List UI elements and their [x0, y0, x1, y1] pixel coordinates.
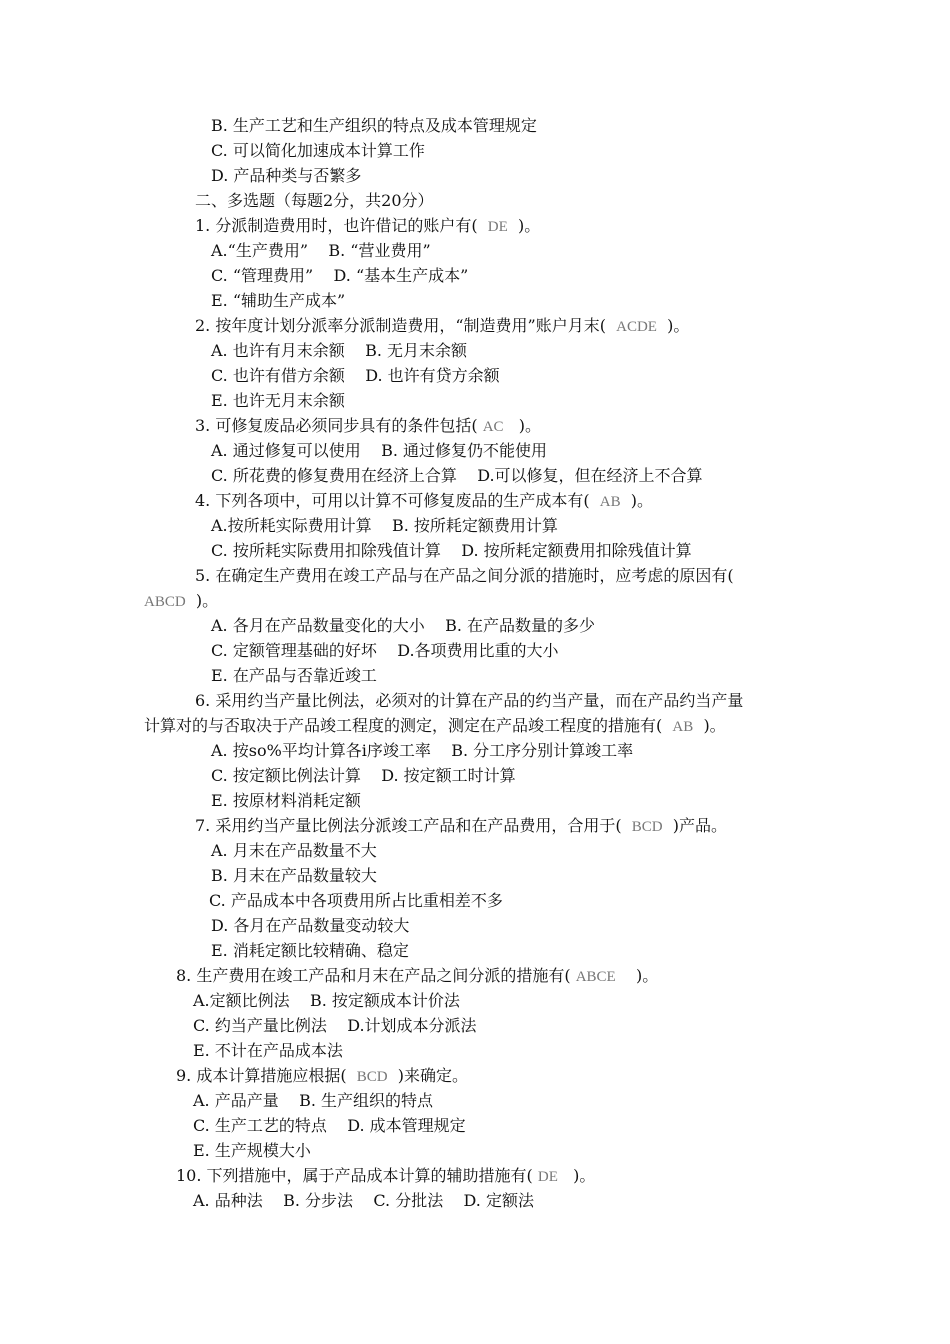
text-line: [211, 241, 431, 261]
answer-text: BCD: [631, 819, 663, 835]
line-text: 计算对的与否取决于产品竣工程度的测定，测定在产品竣工程度的措施有(: [144, 716, 673, 735]
text-line: [211, 766, 516, 786]
line-text: A. 通过修复可以使用 B. 通过修复仍不能使用: [211, 441, 548, 460]
text-line: [211, 166, 361, 186]
line-text: A. 也许有月末余额 B. 无月末余额: [211, 341, 468, 360]
text-line: [211, 116, 537, 136]
text-line: [211, 441, 547, 461]
line-text: C. 所花费的修复费用在经济上合算 D.可以修复，但在经济上不合算: [211, 466, 703, 485]
line-text-tail: )产品。: [662, 816, 728, 835]
text-line: [195, 416, 541, 436]
line-text: A. 品种法 B. 分步法 C. 分批法 D. 定额法: [193, 1191, 534, 1210]
line-text: A. 各月在产品数量变化的大小 B. 在产品数量的多少: [211, 616, 596, 635]
line-text-tail: )。: [615, 966, 659, 985]
text-line: [144, 716, 726, 736]
answer-text: BCD: [356, 1069, 388, 1085]
text-line: [211, 366, 500, 386]
text-line: [211, 791, 361, 811]
line-text: E. 在产品与否靠近竣工: [211, 666, 377, 685]
line-text: 8. 生产费用在竣工产品和月末在产品之间分派的措施有(: [176, 966, 576, 985]
text-line: [193, 1141, 311, 1161]
text-line: [195, 491, 653, 511]
text-line: [195, 216, 540, 236]
text-line: [211, 741, 633, 761]
text-line: [211, 616, 595, 636]
answer-text: AC: [482, 419, 504, 435]
line-text: 2. 按年度计划分派率分派制造费用，“制造费用”账户月末(: [195, 316, 617, 335]
text-line: [195, 316, 689, 336]
line-text: C. 生产工艺的特点 D. 成本管理规定: [193, 1116, 466, 1135]
line-text: E. 不计在产品成本法: [193, 1041, 343, 1060]
line-text-tail: )。: [507, 216, 541, 235]
line-text: E. 消耗定额比较精确、稳定: [211, 941, 409, 960]
text-line: [193, 1016, 477, 1036]
line-text: C. 约当产量比例法 D.计划成本分派法: [193, 1016, 477, 1035]
line-text: C. 也许有借方余额 D. 也许有贷方余额: [211, 366, 500, 385]
text-line: [193, 1191, 534, 1211]
text-line: [211, 141, 425, 161]
line-text: B. 生产工艺和生产组织的特点及成本管理规定: [211, 116, 537, 135]
answer-text: ABCE: [575, 969, 616, 985]
text-line: [211, 641, 559, 661]
text-line: [195, 566, 734, 586]
line-text: 6. 采用约当产量比例法，必须对的计算在产品的约当产量，而在产品约当产量: [195, 691, 744, 710]
text-line: [211, 866, 377, 886]
answer-text: DE: [537, 1169, 558, 1185]
text-line: [193, 1041, 343, 1061]
text-line: [195, 191, 434, 211]
answer-text: ABCD: [144, 594, 186, 610]
line-text: C. “管理费用” D. “基本生产成本”: [211, 266, 469, 285]
line-text: D. 各月在产品数量变动较大: [211, 916, 410, 935]
text-line: [211, 541, 692, 561]
line-text-tail: )。: [656, 316, 690, 335]
line-text: C. 定额管理基础的好坏 D.各项费用比重的大小: [211, 641, 559, 660]
line-text: A. 按so%平均计算各i序竣工率 B. 分工序分别计算竣工率: [211, 741, 634, 760]
line-text: 1. 分派制造费用时，也许借记的账户有(: [195, 216, 488, 235]
text-line: [211, 466, 703, 486]
line-text: B. 月末在产品数量较大: [211, 866, 377, 885]
line-text: E. “辅助生产成本”: [211, 291, 346, 310]
line-text: 9. 成本计算措施应根据(: [176, 1066, 357, 1085]
text-line: [193, 1091, 433, 1111]
line-text: E. 按原材料消耗定额: [211, 791, 361, 810]
text-line: [193, 991, 460, 1011]
line-text-tail: )来确定。: [387, 1066, 469, 1085]
line-text: E. 生产规模大小: [193, 1141, 311, 1160]
line-text: A.按所耗实际费用计算 B. 按所耗定额费用计算: [211, 516, 558, 535]
line-text: C. 产品成本中各项费用所占比重相差不多: [209, 891, 503, 910]
line-text-tail: )。: [557, 1166, 596, 1185]
line-text: E. 也许无月末余额: [211, 391, 345, 410]
text-line: [211, 941, 409, 961]
text-line: [209, 891, 503, 911]
text-line: [211, 266, 468, 286]
line-text: 4. 下列各项中，可用以计算不可修复废品的生产成本有(: [195, 491, 600, 510]
answer-text: AB: [672, 719, 694, 735]
line-text-tail: )。: [503, 416, 542, 435]
text-line: [211, 841, 377, 861]
text-line: [176, 966, 658, 986]
line-text-tail: )。: [693, 716, 726, 735]
line-text: 3. 可修复废品必须同步具有的条件包括(: [195, 416, 483, 435]
text-line: [176, 1066, 468, 1086]
answer-text: DE: [487, 219, 508, 235]
text-line: [193, 1116, 466, 1136]
line-text: A.定额比例法 B. 按定额成本计价法: [193, 991, 460, 1010]
line-text: 10. 下列措施中，属于产品成本计算的辅助措施有(: [176, 1166, 538, 1185]
text-line: [211, 391, 345, 411]
line-text: C. 按所耗实际费用扣除残值计算 D. 按所耗定额费用扣除残值计算: [211, 541, 692, 560]
text-line: [211, 341, 467, 361]
text-line: [195, 691, 743, 711]
text-line: [195, 816, 727, 836]
line-text: A. 月末在产品数量不大: [211, 841, 377, 860]
line-text: A. 产品产量 B. 生产组织的特点: [193, 1091, 434, 1110]
answer-text: ACDE: [616, 319, 657, 335]
line-text: 7. 采用约当产量比例法分派竣工产品和在产品费用，合用于(: [195, 816, 632, 835]
line-text-tail: )。: [620, 491, 654, 510]
text-line: [176, 1166, 595, 1186]
line-text: C. 按定额比例法计算 D. 按定额工时计算: [211, 766, 516, 785]
line-text: D. 产品种类与否繁多: [211, 166, 362, 185]
answer-text: AB: [599, 494, 621, 510]
text-line: [211, 916, 409, 936]
text-line: [211, 291, 345, 311]
line-text-tail: )。: [185, 591, 219, 610]
text-line: [144, 591, 218, 611]
line-text: C. 可以简化加速成本计算工作: [211, 141, 425, 160]
text-line: [211, 516, 558, 536]
line-text: 二、多选题（每题2分，共20分）: [195, 191, 434, 210]
line-text: 5. 在确定生产费用在竣工产品与在产品之间分派的措施时，应考虑的原因有(: [195, 566, 734, 585]
line-text: A.“生产费用” B. “营业费用”: [211, 241, 431, 260]
text-line: [211, 666, 377, 686]
